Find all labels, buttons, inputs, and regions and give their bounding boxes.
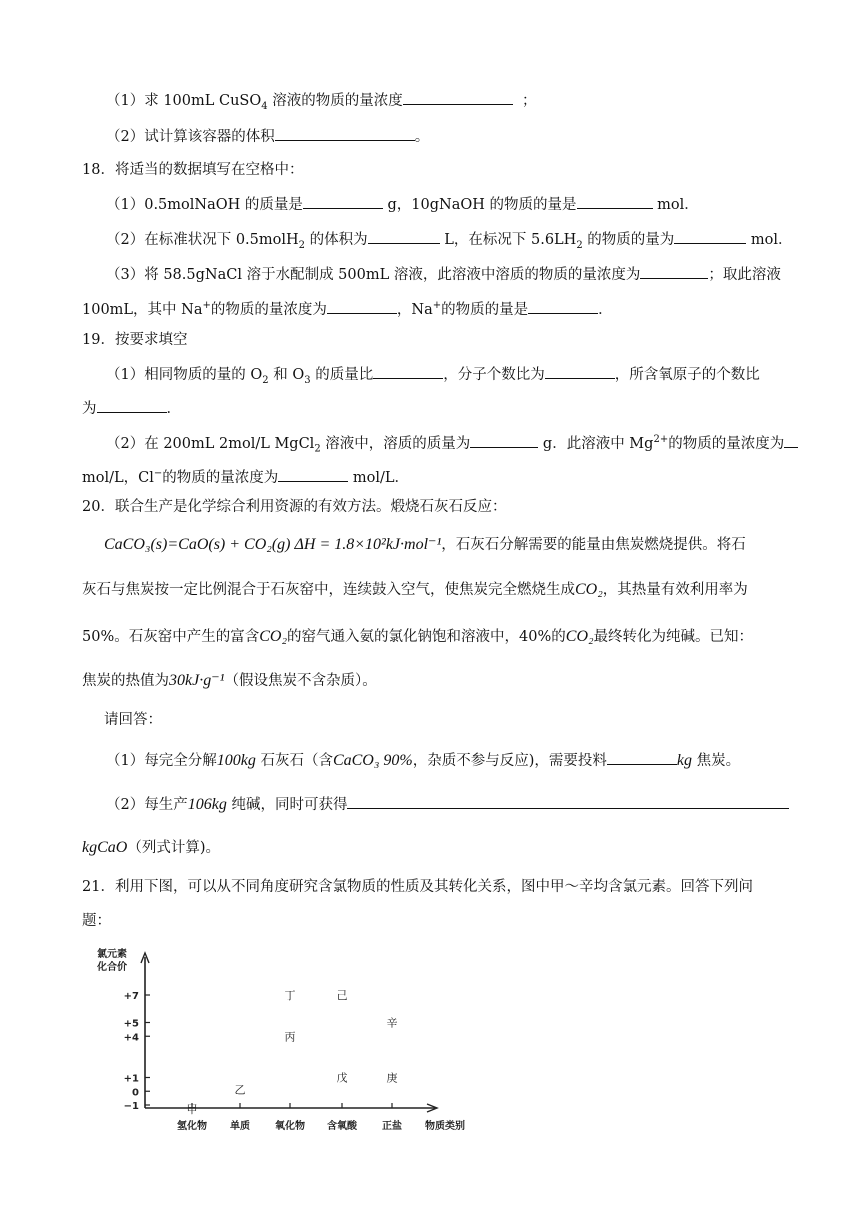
q18-l2b: 的体积为 [305,232,368,248]
q20-heat-value: 30kJ·g⁻¹ [169,672,225,689]
x-tick-label: 氧化物 [275,1121,305,1132]
q18-l4d: 的物质的量是 [441,301,529,318]
q20-s1b: 石灰石（含 [255,753,333,769]
valence-chart [90,945,480,1145]
q20-s2b: 纯碱，同时可获得 [226,797,348,813]
q18-l2a-sub: 2 [298,239,306,251]
point-label-戊: 戊 [336,1071,348,1085]
y-tick-label: 0 [132,1087,139,1099]
q19-l1b-sub: 3 [304,374,311,386]
x-tick-label: 正盐 [382,1121,402,1132]
q17-p1-text: （1）求 100mL CuSO [106,93,262,109]
q18-l4c: ，Na [396,301,433,318]
q17-part2 [106,124,429,147]
q18-l4c-sup: + [432,300,442,311]
y-tick-label: +5 [123,1018,139,1030]
q18-l3b: ；取此溶液 [708,267,781,283]
q20-s1a: （1）每完全分解 [106,753,217,769]
q17-part1 [106,88,536,117]
q18-l2c-sub: 2 [576,239,583,251]
q18-blank-4[interactable] [674,227,746,244]
q18-l4a-sup: + [202,300,211,311]
q20-s1-mass: 100kg [216,752,256,769]
q20-s1d: 焦炭。 [692,753,741,769]
q19-l1d: ，分子个数比为 [443,367,545,383]
q18-line4 [82,296,613,320]
q19-l4a: mol/L，Cl [82,469,154,486]
q17-p2-end: 。 [414,129,430,145]
q20-l3b: 的窑气通入氨的氯化钠饱和溶液中，40%的 [287,629,566,645]
q18-l4e: ． [598,301,613,318]
q20-l2b: ，其热量有效利用率为 [602,582,748,598]
q20-l2a: 灰石与焦炭按一定比例混合于石灰窑中，连续鼓入空气，使焦炭完全燃烧生成 [82,582,575,598]
q18-blank-1[interactable] [303,192,383,209]
q19-l3a: （2）在 200mL 2mol/L MgCl [106,435,315,452]
q19-blank-1[interactable] [373,362,443,379]
x-axis-label: 物质类别 [425,1121,465,1132]
q19-l4a-sup: − [153,468,163,479]
q20-l3-co2-b: CO₂ [565,628,594,645]
q17-blank-1[interactable] [403,88,513,105]
y-tick-label: +4 [123,1032,139,1044]
q20-l4b: （假设焦炭不含杂质）。 [224,673,377,689]
q20-blank-1[interactable] [607,748,677,765]
q17-p1-sub: 4 [261,100,268,112]
q18-l4b: 的物质的量浓度为 [210,301,327,318]
q20-s1c: ，杂质不参与反应)，需要投料 [412,753,607,769]
q19-l4b: 的物质的量浓度为 [162,469,279,486]
q19-blank-2[interactable] [545,362,615,379]
q20-sub2-cont [82,838,220,858]
q19-l3a-sub: 2 [314,443,321,455]
y-axis-label-2: 化合价 [97,962,127,973]
q20-l4a: 焦炭的热值为 [82,673,169,689]
x-tick-label: 单质 [230,1121,250,1132]
q20-l3a: 50%。石灰窑中产生的富含 [82,629,260,645]
q17-p1-end: ； [521,93,537,109]
point-label-丙: 丙 [284,1030,296,1044]
point-label-丁: 丁 [284,989,296,1002]
q20-s1-kg: kg [676,752,693,769]
q19-l1c: 的质量比 [310,367,374,383]
q19-l3d: 的物质的量浓度为 [668,435,785,452]
point-label-己: 己 [336,989,348,1002]
y-tick-label: +1 [123,1073,139,1085]
q20-title: 20．联合生产是化学综合利用资源的有效方法。煅烧石灰石反应： [82,499,507,515]
q19-l1b: 和 O [268,367,305,383]
q19-blank-3[interactable] [97,396,167,413]
q20-eq-tail: ，石灰石分解需要的能量由焦炭燃烧提供。将石 [441,537,746,553]
q18-title: 18．将适当的数据填写在空格中： [82,162,304,178]
q18-l2c: L，在标况下 5.6LH [439,232,577,248]
q19-l1e: ，所含氧原子的个数比 [614,367,760,383]
q19-l1a-sub: 2 [262,374,269,386]
q20-line4 [82,671,377,691]
q20-l3c: 最终转化为纯碱。已知： [593,629,754,645]
q19-l3c-sup: 2+ [653,434,669,445]
q20-line2 [82,580,748,600]
point-label-庚: 庚 [386,1071,398,1085]
q19-l2a: 为 [82,401,97,417]
q17-p2-text: （2）试计算该容器的体积 [106,129,275,145]
q20-equation: CaCO₃(s)=CaO(s) + CO₂(g) ΔH = 1.8×10²kJ·mol⁻¹ [104,536,442,553]
q20-line3 [82,627,753,647]
q19-l1a: （1）相同物质的量的 O [106,367,263,383]
q18-l1b: g，10gNaOH 的物质的量是 [382,197,577,213]
q18-blank-2[interactable] [577,192,653,209]
q18-l1c: mol． [652,197,699,213]
q19-title: 19．按要求填空 [82,332,188,348]
q20-sub1 [106,748,740,771]
q18-l2e: mol． [746,232,793,248]
q18-blank-3[interactable] [368,227,440,244]
q20-blank-2[interactable] [347,792,789,809]
y-tick-label: +7 [123,991,139,1002]
q18-blank-7[interactable] [528,297,598,314]
q21-title-cont: 题： [82,913,111,929]
q19-blank-4[interactable] [470,431,538,448]
q19-l3c: g．此溶液中 Mg [538,435,654,452]
q19-blank-5[interactable] [784,431,798,448]
q20-ask: 请回答： [104,712,162,728]
q20-s1-caco3: CaCO₃ 90% [332,752,413,769]
q18-line2 [106,227,793,256]
q19-line4 [82,464,409,488]
q18-line3 [106,262,781,285]
q20-sub2 [106,792,789,815]
q18-l2d: 的物质的量为 [582,232,675,248]
point-label-甲: 甲 [186,1103,198,1116]
q18-blank-5[interactable] [640,262,708,279]
q18-l1a: （1）0.5molNaOH 的质量是 [106,197,303,213]
point-label-乙: 乙 [234,1083,246,1097]
y-axis-label-1: 氯元素 [97,949,127,960]
q19-blank-6[interactable] [278,465,348,482]
q17-blank-2[interactable] [275,124,415,141]
q18-line1 [106,192,699,215]
q20-s3b: （列式计算)。 [127,840,220,856]
x-tick-label: 氢化物 [177,1121,207,1132]
q18-l4a: 100mL，其中 Na [82,301,203,318]
q20-line1 [104,535,746,555]
q20-kgcao: kgCaO [82,839,128,856]
q20-l2-co2: CO₂ [575,581,603,598]
q20-s2-mass: 106kg [187,796,227,813]
q17-p1-tail: 溶液的物质的量浓度 [267,93,403,109]
q18-l2a: （2）在标准状况下 0.5molH [106,232,299,248]
q18-blank-6[interactable] [327,297,397,314]
q19-l4c: mol/L． [348,469,410,486]
y-tick-label: −1 [123,1101,139,1112]
q19-line2 [82,396,181,419]
q20-s2a: （2）每生产 [106,797,188,813]
q19-line1 [106,362,760,391]
point-label-辛: 辛 [386,1016,398,1030]
q19-l2b: ． [166,401,181,417]
q18-l3a: （3）将 58.5gNaCl 溶于水配制成 500mL 溶液，此溶液中溶质的物质的量浓度为 [106,267,641,283]
q19-l3b: 溶液中，溶质的质量为 [320,435,471,452]
q21-title: 21．利用下图，可以从不同角度研究含氯物质的性质及其转化关系，图中甲～辛均含氯元素。回答下列问 [82,879,753,895]
x-tick-label: 含氧酸 [327,1121,357,1132]
q20-l3-co2-a: CO₂ [259,628,288,645]
q19-line3 [106,430,798,460]
